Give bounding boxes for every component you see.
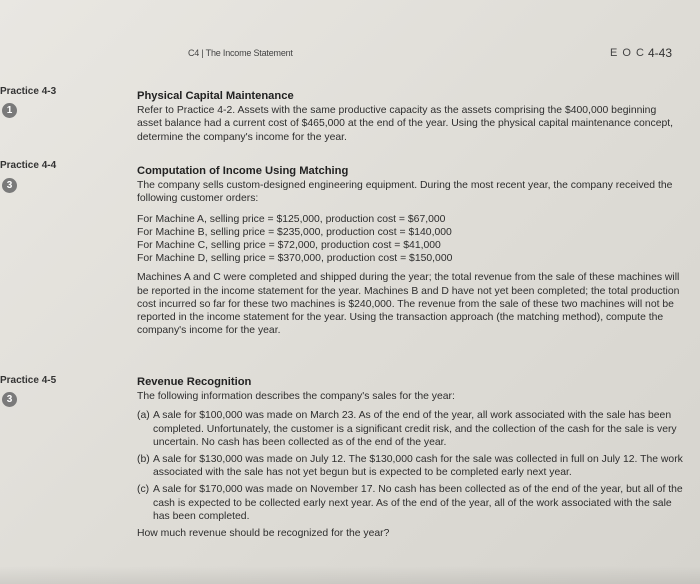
sales-list xyxy=(137,409,683,523)
practice-label-4-3: Practice 4-3 xyxy=(0,86,57,97)
difficulty-badge-icon: 1 xyxy=(2,103,17,118)
practice-title: Physical Capital Maintenance xyxy=(137,90,294,102)
item-label: (c) xyxy=(137,484,150,496)
list-item: For Machine C, selling price = $72,000, production cost = $41,000 xyxy=(137,240,441,252)
eoc-label: E O C xyxy=(610,47,645,59)
practice-intro: The following information describes the company's sales for the year: xyxy=(137,391,455,403)
practice-label-4-5: Practice 4-5 xyxy=(0,375,57,386)
list-item xyxy=(137,483,683,523)
practice-label-4-4: Practice 4-4 xyxy=(0,160,57,171)
item-text: A sale for $130,000 was made on July 12. The $130,000 cash for the sale was collected in full on July 12. The work associated with the sale has not yet begun but is expected to be completed early next year. xyxy=(153,454,683,479)
list-item: For Machine B, selling price = $235,000, production cost = $140,000 xyxy=(137,226,452,238)
item-text: A sale for $170,000 was made on November 17. No cash has been collected as of the end of the year, but all of the cash is expected to be collected early next year. As of the end of the year, all of the work associated with the sale has been completed. xyxy=(153,484,683,522)
list-item xyxy=(137,453,683,479)
practice-body: Refer to Practice 4-2. Assets with the same productive capacity as the assets comprising the $400,000 beginning asset balance had a current cost of $465,000 at the end of the year. Using the physical capital maintenance concept, determine the company's income for the year. xyxy=(137,105,674,143)
page-shadow xyxy=(0,566,700,584)
practice-question: How much revenue should be recognized for the year? xyxy=(137,528,390,540)
practice-title: Revenue Recognition xyxy=(137,376,252,388)
list-item: For Machine A, selling price = $125,000, production cost = $67,000 xyxy=(137,213,446,225)
difficulty-badge-icon: 3 xyxy=(2,178,17,193)
machine-list xyxy=(137,213,683,266)
chapter-header: C4 | The Income Statement xyxy=(188,48,293,58)
list-item xyxy=(137,409,683,449)
practice-4-4 xyxy=(137,165,683,337)
list-item: For Machine D, selling price = $370,000, production cost = $150,000 xyxy=(137,253,453,265)
item-label: (b) xyxy=(137,454,150,466)
difficulty-badge-icon: 3 xyxy=(2,392,17,407)
practice-title: Computation of Income Using Matching xyxy=(137,165,349,177)
item-text: A sale for $100,000 was made on March 23. As of the end of the year, all work associated with the sale has been completed. Unfortunately, the customer is a significant credit risk, and the collection of the cash for the sale is very uncertain. No cash has been collected as of the end of the year. xyxy=(153,410,677,448)
practice-4-5 xyxy=(137,376,683,540)
practice-closing: Machines A and C were completed and shipped during the year; the total revenue from the sale of these machines will be reported in the income statement for the year. Machines B and D have not yet been completed; the total production cost incurred so far for these two machines is $240,000. The revenue from the sale of these two machines will not be reported in the income statement for the year. Using the transaction approach (the matching method), compute the company's income for the year. xyxy=(137,272,680,337)
practice-intro: The company sells custom-designed engineering equipment. During the most recent year, the company received the following customer orders: xyxy=(137,180,673,205)
page-number: 4-43 xyxy=(648,46,673,60)
practice-4-3 xyxy=(137,90,683,144)
item-label: (a) xyxy=(137,410,150,422)
